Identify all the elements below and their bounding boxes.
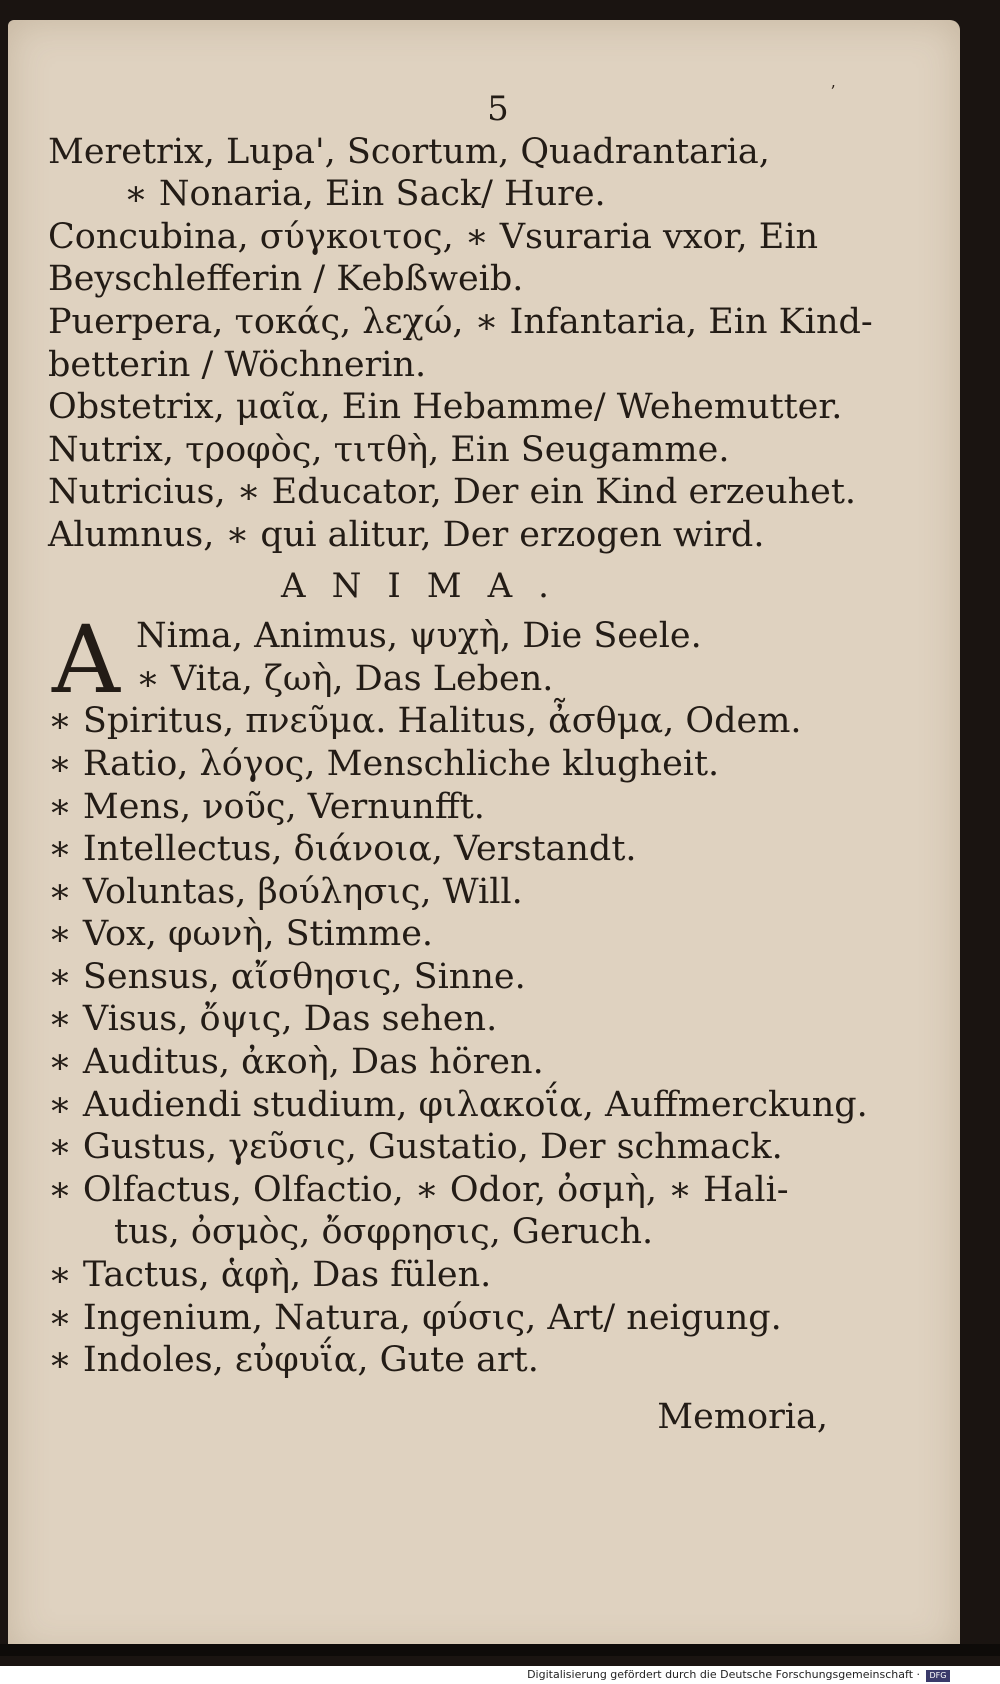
page-number: 5 — [487, 89, 509, 129]
text-line: ∗ Sensus, αἴσθησις, Sinne. — [48, 956, 526, 997]
text-line: ∗ Mens, νοῦς, Vernunfft. — [48, 786, 485, 827]
text-line: Concubina, σύγκοιτος, ∗ Vsuraria vxor, Ein — [48, 216, 819, 257]
text-line: ∗ Visus, ὄψις, Das sehen. — [48, 999, 498, 1040]
text-line: ∗ Intellectus, διάνοια, Verstandt. — [48, 829, 637, 870]
text-line: ∗ Voluntas, βούλησις, Will. — [48, 871, 523, 912]
text-line: Meretrix, Lupa', Scortum, Quadrantaria, — [48, 131, 770, 172]
text-line: ∗ Olfactus, Olfactio, ∗ Odor, ὀσμὴ, ∗ Hali- — [48, 1169, 789, 1210]
catchword: Memoria, — [657, 1396, 828, 1437]
text-line: ∗ Ratio, λόγος, Menschliche klugheit. — [48, 743, 720, 784]
text-line: tus, ὀσμὸς, ὄσφρησις, Geruch. — [114, 1212, 654, 1253]
text-line: Nima, Animus, ψυχὴ, Die Seele. — [136, 616, 702, 657]
drop-cap-paragraph — [48, 606, 928, 716]
text-line: Alumnus, ∗ qui alitur, Der erzogen wird. — [48, 514, 765, 555]
margin-mark: ʼ — [830, 82, 836, 101]
digitization-credit — [0, 1666, 1000, 1684]
text-line: ∗ Tactus, ἁφὴ, Das fülen. — [48, 1255, 492, 1296]
text-line: ∗ Nonaria, Ein Sack/ Hure. — [124, 174, 606, 215]
text-line: Obstetrix, μαῖα, Ein Hebamme/ Wehemutter. — [48, 387, 843, 428]
text-line: Nutricius, ∗ Educator, Der ein Kind erzeuhet. — [48, 472, 857, 513]
section-heading: ANIMA. — [281, 565, 575, 606]
text-line: ∗ Auditus, ἀκοὴ, Das hören. — [48, 1042, 544, 1083]
page-edge-strip — [0, 1644, 1000, 1656]
text-line: ∗ Vox, φωνὴ, Stimme. — [48, 914, 434, 955]
drop-cap: A — [52, 606, 120, 716]
dfg-logo: DFG — [926, 1670, 950, 1682]
text-line: ∗ Spiritus, πνεῦμα. Halitus, ἆσθμα, Odem. — [48, 701, 802, 742]
text-line: ∗ Indoles, εὐφυΐα, Gute art. — [48, 1340, 539, 1381]
text-line: ∗ Ingenium, Natura, φύσις, Art/ neigung. — [48, 1297, 782, 1338]
text-line: ∗ Vita, ζωὴ, Das Leben. — [136, 658, 554, 699]
text-line: ∗ Audiendi studium, φιλακοΐα, Auffmerckung. — [48, 1084, 868, 1125]
credit-text: Digitalisierung gefördert durch die Deutsche Forschungsgemeinschaft · — [527, 1668, 920, 1681]
page-text — [48, 88, 928, 1438]
text-line: betterin / Wöchnerin. — [48, 344, 427, 385]
text-line: ∗ Gustus, γεῦσις, Gustatio, Der schmack. — [48, 1127, 783, 1168]
text-line: Beyschlefferin / Kebßweib. — [48, 259, 524, 300]
text-line: Puerpera, τοκάς, λεχώ, ∗ Infantaria, Ein Kind- — [48, 301, 873, 342]
text-line: Nutrix, τροφὸς, τιτθὴ, Ein Seugamme. — [48, 429, 730, 470]
